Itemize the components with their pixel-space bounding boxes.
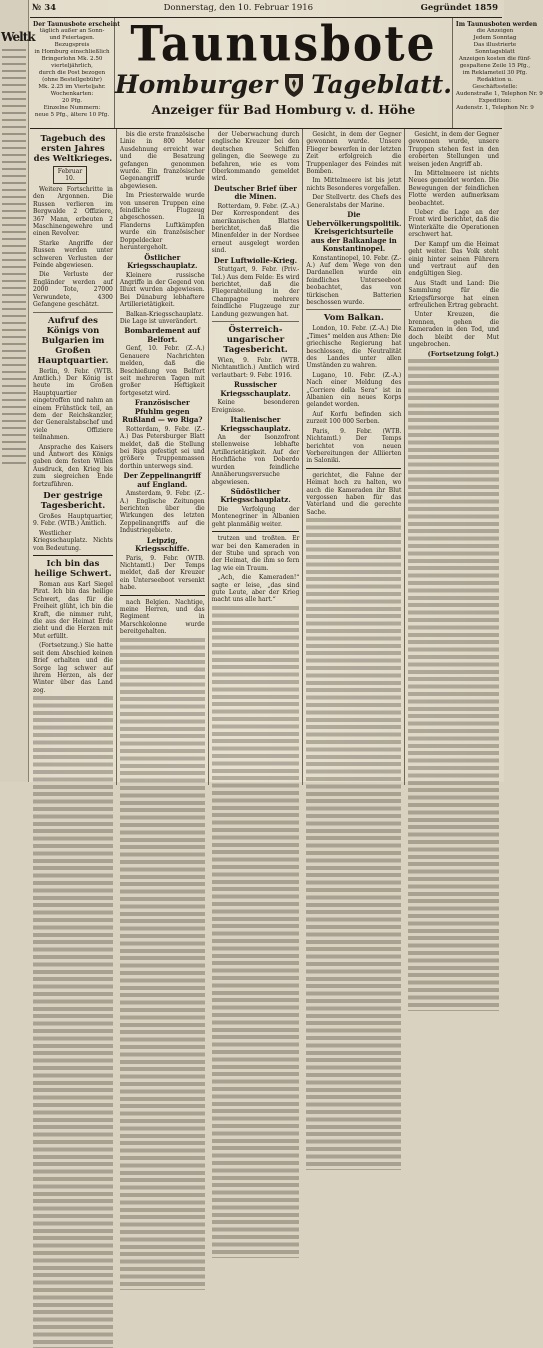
article-paragraph: Der Stellvertr. des Chefs des Generalstabs der Marine. (306, 194, 402, 209)
info-box-line: Das illustrierte (473, 42, 517, 48)
section-heading: Die Uebervölkerungspolitik. Kreisgerichtsurteile aus der Balkanlage in Konstantinopel. (306, 210, 402, 254)
article-paragraph: Westlicher Kriegsschauplatz. Nichts von Bedeutung. (33, 529, 113, 552)
advertising-info-box (452, 18, 543, 128)
section-heading: Der Zeppelinangriff auf England. (123, 471, 202, 489)
masthead-subtitle-row (115, 70, 452, 100)
adjacent-page-line (2, 343, 26, 345)
adjacent-page-line (2, 84, 26, 86)
masthead-title-area (115, 18, 452, 128)
adjacent-page-line (2, 329, 26, 331)
adjacent-page-line (2, 455, 26, 457)
info-box-line: (ohne Bestellgebühr) (42, 77, 102, 83)
column-divider (306, 309, 401, 310)
feuilleton-divider (306, 468, 401, 469)
adjacent-page-line (2, 154, 26, 156)
adjacent-page-line (2, 462, 26, 464)
adjacent-page-line (2, 308, 26, 310)
column-5 (405, 129, 502, 785)
newspaper-subtitle: Anzeiger für Bad Homburg v. d. Höhe (151, 102, 416, 117)
text-lines (212, 606, 300, 1258)
column-4 (303, 129, 405, 785)
adjacent-page-line (2, 385, 26, 387)
adjacent-page-line (2, 112, 26, 114)
info-box-line: Geschäftsstelle: (472, 84, 518, 90)
column-1 (30, 129, 117, 785)
info-box-line: neue 5 Pfg., ältere 10 Pfg. (34, 112, 110, 118)
adjacent-page-line (2, 371, 26, 373)
feuilleton-divider (212, 531, 300, 532)
adjacent-page-line (2, 406, 26, 408)
continued-note: (Fortsetzung folgt.) (427, 350, 500, 359)
info-box-line: in Homburg einschließlich (34, 49, 110, 55)
adjacent-page-line (2, 259, 26, 261)
adjacent-page-line (2, 231, 26, 233)
article-paragraph: Die Verluste der Engländer werden auf 2000 Tote, 27000 Verwundete, 4300 Gefangene geschätzt. (33, 271, 113, 309)
section-heading: Der Luftwiolle-Krieg. (213, 255, 298, 265)
article-paragraph: (Fortsetzung.) Sie hatte seit dem Abschied keinen Brief erhalten und die Sorge lag schwer auf ihrem Herzen, als der Winter über das Land zog. (33, 642, 113, 694)
adjacent-page-line (2, 140, 26, 142)
title-tageblatt: Tageblatt. (311, 70, 452, 99)
adjacent-page-line (2, 413, 26, 415)
article-paragraph: Keine besonderen Ereignisse. (211, 399, 300, 414)
article-paragraph: Im Priesterwalde wurde von unseren Truppen eine feindliche Flugzeug abgeschossen. In Flanderns Luftkämpfen wurde ein französischer Doppeldecker heruntergeholt. (119, 192, 205, 252)
section-heading: Bombardement auf Belfort. (124, 326, 201, 344)
front-page (30, 0, 543, 782)
info-box-line: 20 Pfg. (61, 98, 83, 104)
section-heading: Russischer Kriegsschauplatz. (220, 380, 291, 398)
issue-number: № 34 (32, 3, 57, 13)
adjacent-page-line (2, 182, 26, 184)
adjacent-page-line (2, 441, 26, 443)
article-paragraph: Genf, 10. Febr. (Z.-A.) Genauere Nachrichten melden, daß die Beschießung von Belfort seit mehreren Tagen mit großer Heftigkeit fortgesetzt wird. (119, 345, 205, 397)
info-box-line: vierteljährlich, (51, 63, 93, 69)
info-box-line: Sonntagsblatt (475, 49, 515, 55)
adjacent-page-edge (0, 0, 35, 782)
founded-year: Gegründet 1859 (420, 3, 498, 13)
adjacent-page-line (2, 98, 26, 100)
text-lines (120, 638, 205, 1290)
adjacent-page-line (2, 70, 26, 72)
feuilleton-divider (120, 595, 205, 596)
article-paragraph: Ansprache des Kaisers und Antwort des Königs gaben dem festen Willen Ausdruck, den Krieg bis zum siegreichen Ende fortzuführen. (33, 443, 113, 488)
adjacent-page-line (2, 287, 26, 289)
article-paragraph: An der Isonzofront stellenweise lebhafte Artillerietätigkeit. Auf der Hochfläche von Doberdo wurden feindliche Annäherungsversuche abgewiesen. (211, 434, 300, 486)
adjacent-page-line (2, 217, 26, 219)
adjacent-page-line (2, 133, 26, 135)
info-box-line: Mk. 2.25 im Vierteljahr. (38, 84, 106, 90)
adjacent-page-line (2, 336, 26, 338)
adjacent-page-lines (0, 49, 28, 464)
section-heading: Französischer Pfuhlm gegen Rußland — wo Riga? (122, 398, 203, 425)
column-2 (117, 129, 209, 785)
article-paragraph: Balkan-Kriegsschauplatz. Die Lage ist unverändert. (119, 310, 204, 325)
coat-of-arms-icon (283, 72, 305, 98)
war-diary-date: Februar 10. (53, 166, 87, 184)
info-box-line: Jedem Sonntag (473, 35, 517, 41)
info-box-line: Anzeigen kosten die fünf- (458, 56, 531, 62)
article-paragraph: trutzen und troßten. Er war bei den Kameraden in der Stube und sprach von der Heimat, die ihm so fern lag wie ein Traum. (211, 535, 300, 572)
info-box-line: durch die Post bezogen (38, 70, 106, 76)
adjacent-page-line (2, 175, 26, 177)
adjacent-page-line (2, 252, 26, 254)
adjacent-page-line (2, 63, 26, 65)
adjacent-page-line (2, 315, 26, 317)
info-box-line: die Anzeigen (476, 28, 514, 34)
article-paragraph: Rotterdam, 9. Febr. (Z.-A.) Der Korrespondent des amerikanischen Blattes berichtet, daß die Minenfelder in der Nordsee erneut ausgelegt worden sind. (211, 202, 300, 255)
adjacent-page-line (2, 210, 26, 212)
info-box-line: im Reklameteil 30 Pfg. (462, 70, 528, 76)
article-paragraph: Weitere Fortschritte in den Argonnen. Die Russen verlieren im Bergwalde 2 Offiziere, 367 Mann, erbeuten 2 Maschinengewehre und einen Revolver. (33, 186, 113, 238)
feuilleton-divider (33, 555, 113, 556)
section-heading: Östlicher Kriegsschauplatz. (127, 252, 198, 270)
adjacent-page-line (2, 266, 26, 268)
article-paragraph: London, 10. Febr. (Z.-A.) Die „Times“ melden aus Athen: Die griechische Regierung hat beschlossen, die Neutralität des Landes unter allen Umständen zu wahren. (306, 325, 402, 370)
info-box-line: Einzelne Nummern: (43, 105, 101, 111)
adjacent-page-line (2, 189, 26, 191)
newspaper-title: Taunusbote (130, 16, 437, 73)
article-paragraph: Kleinere russische Angriffe in der Gegend von Illuxt wurden abgewiesen. Bei Dünaburg lebhaftere Artillerietätigkeit. (119, 271, 205, 309)
info-box-line: Im Taunusboten werden (455, 21, 538, 28)
adjacent-page-line (2, 273, 26, 275)
article-paragraph: Im Mittelmeere ist bis jetzt nichts Besonderes vorgefallen. (306, 177, 402, 192)
article-paragraph: Großes Hauptquartier, 9. Febr. (WTB.) Amtlich. (33, 513, 113, 528)
article-paragraph: „Ach, die Kameraden!“ sagte er leise, „das sind gute Leute, aber der Krieg macht uns alle hart.“ (211, 574, 300, 604)
adjacent-page-line (2, 357, 26, 359)
article-paragraph: Konstantinopel, 10. Febr. (Z.-A.) Auf dem Wege von den Dardanellen wurde ein feindliches Unterseeboot beobachtet, das von türkischen Batterien beschossen wurde. (306, 254, 402, 306)
article-paragraph: Paris, 9. Febr. (WTB. Nichtamtl.) Der Temps berichtet von neuen Vorbereitungen der Alliierten in Saloniki. (306, 427, 402, 465)
adjacent-page-line (2, 294, 26, 296)
adjacent-page-line (2, 49, 26, 51)
section-heading: Südöstlicher Kriegsschauplatz. (220, 486, 291, 505)
adjacent-page-line (2, 105, 26, 107)
article-paragraph: Ueber die Lage an der Front wird berichtet, daß die Winterkälte die Operationen erschwert hat. (408, 209, 500, 239)
issue-date: Donnerstag, den 10. Februar 1916 (163, 3, 314, 13)
article-paragraph: Roman aus Karl Siegel Pirat. Ich bin das heilige Schwert, das für die Freiheit glüht, ich bin die Kraft, die nimmer ruht, die aus der Heimat Erde zieht und die Herzen mit Mut erfüllt. (33, 581, 113, 640)
adjacent-page-line (2, 126, 26, 128)
column-3 (209, 129, 304, 785)
info-box-line: täglich außer an Sonn- (39, 28, 105, 34)
article-paragraph: Lugano, 10. Febr. (Z.-A.) Nach einer Meldung des „Corriere della Sera“ ist in Albanien ein neues Korps gelandet worden. (306, 371, 402, 409)
info-box-line: Audenstraße 1, Telephon Nr. 9 (455, 91, 543, 97)
adjacent-page-line (2, 350, 26, 352)
info-box-line: Expedition: (478, 98, 512, 104)
section-heading: Italienischer Kriegsschauplatz. (220, 415, 291, 433)
text-lines (408, 359, 499, 1011)
adjacent-page-line (2, 280, 26, 282)
adjacent-page-line (2, 119, 26, 121)
section-heading: Leipzig, Kriegsschiffe. (135, 535, 190, 554)
adjacent-page-line (2, 420, 26, 422)
adjacent-page-line (2, 434, 26, 436)
title-homburger: Homburger (115, 70, 278, 99)
info-box-line: Bringerlohn Mk. 2.50 (41, 56, 103, 62)
article-paragraph: der Ueberwachung durch englische Kreuzer bei den deutschen Schiffen gelingen, die Seewege zu befahren, wie es vom Oberkommando gemeldet wird. (211, 131, 300, 183)
info-box-line: Redaktion u. (476, 77, 513, 83)
info-box-line: Wochenkarten: (50, 91, 94, 97)
novel-heading: Ich bin das heilige Schwert. (34, 559, 112, 580)
article-paragraph: Paris, 9. Febr. (WTB. Nichtamtl.) Der Temps meldet, daß der Kreuzer ein Unterseeboot versenkt habe. (119, 554, 205, 592)
adjacent-page-line (2, 392, 26, 394)
issue-info-bar (30, 0, 502, 18)
adjacent-page-line (2, 77, 26, 79)
article-paragraph: Aus Stadt und Land: Die Sammlung für die Kriegsfürsorge hat einen erfreulichen Ertrag gebracht. (408, 279, 500, 309)
section-heading: Deutscher Brief über die Minen. (213, 183, 297, 202)
article-columns (30, 129, 502, 785)
adjacent-page-line (2, 399, 26, 401)
article-paragraph: Im Mittelmeere ist nichts Neues gemeldet worden. Die Bewegungen der feindlichen Flotte werden aufmerksam beobachtet. (408, 170, 500, 207)
masthead (30, 16, 543, 129)
adjacent-page-line (2, 322, 26, 324)
article-paragraph: Wien, 9. Febr. (WTB. Nichtamtlich.) Amtlich wird verlautbart: 9. Febr. 1916. (211, 357, 300, 379)
adjacent-page-line (2, 147, 26, 149)
war-diary-heading: Tagebuch des ersten Jahres des Weltkrieges. (33, 134, 113, 164)
info-box-line: gespaltene Zeile 15 Pfg., (459, 63, 531, 69)
adjacent-page-line (2, 448, 26, 450)
article-paragraph: Auf Korfu befinden sich zurzeit 100 000 Serben. (306, 410, 402, 426)
info-box-line: Der Taunusbote erscheint (33, 21, 120, 28)
info-box-line: Bezugspreis (54, 42, 90, 48)
column-divider (33, 312, 113, 313)
text-lines (306, 518, 401, 1170)
subscription-info-box (30, 18, 120, 128)
article-paragraph: Amsterdam, 9. Febr. (Z.-A.) Englische Zeitungen berichten über die Wirkungen des letzten Zeppelinangriffs auf die Industriegebiete. (119, 490, 205, 535)
article-paragraph: Gesicht, in dem der Gegner gewonnen wurde, unsere Truppen stehen fest in den eroberten Stellungen und weisen jeden Angriff ab. (408, 131, 500, 168)
adjacent-page-line (2, 168, 26, 170)
balkan-heading: Vom Balkan. (323, 313, 384, 324)
adjacent-page-line (2, 238, 26, 240)
adjacent-page-line (2, 196, 26, 198)
adjacent-page-line (2, 91, 26, 93)
adjacent-page-line (2, 364, 26, 366)
adjacent-page-text: Weltk (1, 30, 35, 44)
article-paragraph: Starke Angriffe der Russen werden unter schweren Verlusten der Feinde abgewiesen. (33, 239, 113, 270)
article-paragraph: Stuttgart, 9. Febr. (Priv.-Tel.) Aus dem Felde: Es wird berichtet, daß die Fliegerabteilung in der Champagne mehrere feindliche Flugzeuge zur Landung gezwungen hat. (211, 266, 300, 318)
adjacent-page-line (2, 203, 26, 205)
adjacent-page-line (2, 301, 26, 303)
article-paragraph: Rotterdam, 9. Febr. (Z.-A.) Das Petersburger Blatt meldet, daß die Stellung bei Riga gefestigt sei und größere Truppenmassen dorthin unterwegs sind. (119, 425, 205, 470)
adjacent-page-line (2, 224, 26, 226)
article-paragraph: nach Belgien. Nachtige, meine Herren, und das Regiment in Marschkolonne wurde bereitgehalten. (119, 598, 205, 636)
article-paragraph: Der Kampf um die Heimat geht weiter. Das Volk steht einig hinter seinen Führern und vertraut auf den endgültigen Sieg. (408, 240, 500, 278)
article-paragraph: bis die erste französische Linie in 800 Meter Ausdehnung erreicht war und die Besatzung gefangen genommen wurde. Ein französischer Gegenangriff wurde abgewiesen. (119, 131, 205, 190)
daily-report-heading: Der gestrige Tagesbericht. (40, 491, 106, 511)
austrian-report-heading: Österreich-ungarischer Tagesbericht. (223, 325, 288, 356)
info-box-line: und Feiertagen. (49, 35, 95, 41)
adjacent-page-line (2, 427, 26, 429)
adjacent-page-line (2, 378, 26, 380)
article-paragraph: Unter Kreuzen, die brennen, gehen die Kameraden in den Tod, und doch bleibt der Mut ungebrochen. (408, 311, 500, 348)
text-lines (33, 696, 113, 1348)
article-paragraph: Gesicht, in dem der Gegner gewonnen wurde. Unsere Flieger bewerfen in der letzten Zeit erfolgreich die Truppenlager des Feindes mit Bomben. (306, 131, 402, 176)
column-divider (212, 321, 300, 322)
adjacent-page-line (2, 161, 26, 163)
article-paragraph: Die Verfolgung der Montenegriner in Albanien geht planmäßig weiter. (211, 505, 300, 528)
article-paragraph: Berlin, 9. Febr. (WTB. Amtlich.) Der König ist heute im Großen Hauptquartier eingetroffen und nahm an einem Frühstück teil, an dem der Reichskanzler, der Generalstabschef und viele Offiziere teilnahmen. (33, 367, 113, 442)
adjacent-page-line (2, 56, 26, 58)
info-box-line: Audenstr. 1, Telephon Nr. 9 (456, 105, 534, 111)
adjacent-page-line (2, 245, 26, 247)
king-bulgaria-heading: Aufruf des Königs von Bulgarien im Großen Hauptquartier. (37, 315, 109, 366)
article-paragraph: gerichtet, die Fahne der Heimat hoch zu halten, wo auch die Kameraden ihr Blut vergossen haben für das Vaterland und die gerechte Sache. (306, 471, 402, 516)
